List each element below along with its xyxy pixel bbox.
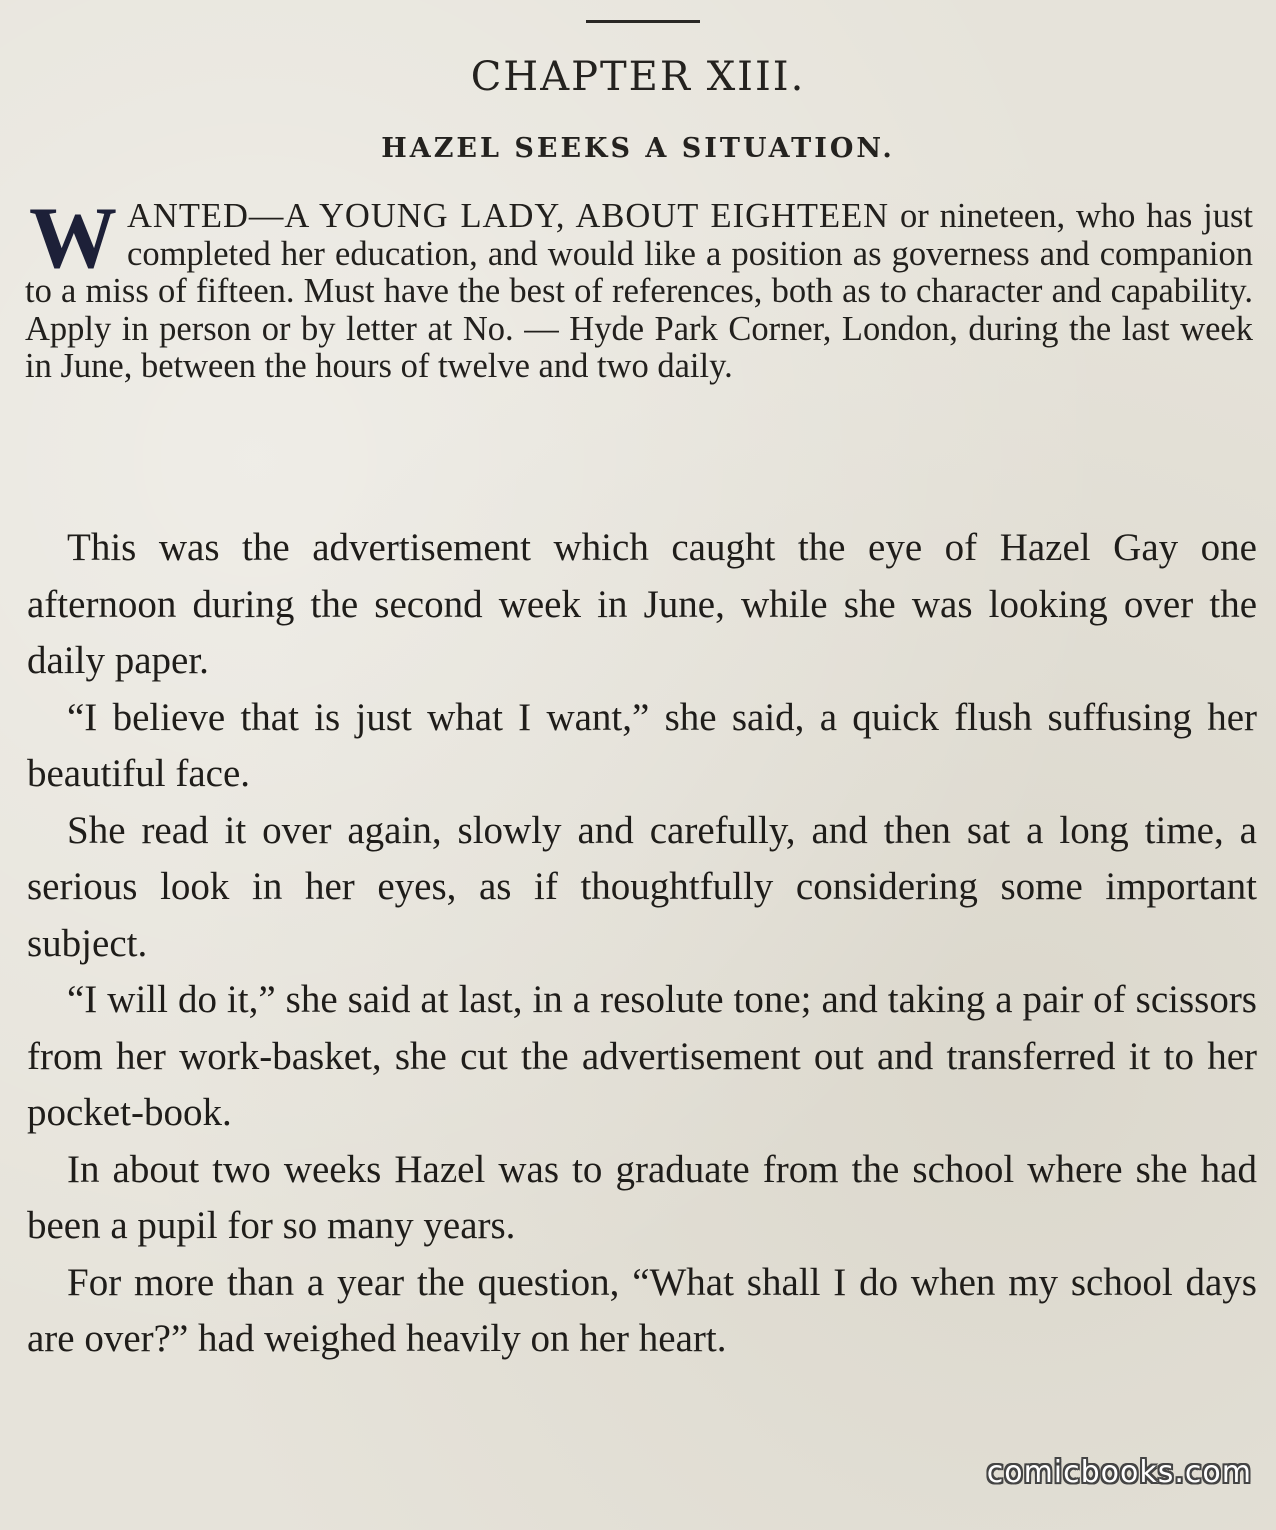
advertisement-text: or nineteen, who has just completed her education, and would like a position as governess and companion to a miss of fifteen. Must have the best of references, both as to character and capability. Apply in person or by letter at No. — Hyde Park Corner, London, during the last week in June, between the hours of twelve and two daily. [25,197,1253,385]
paragraph: “I believe that is just what I want,” she said, a quick flush suffusing her beautiful face. [27,695,1257,795]
advertisement-first-line: ANTED—A YOUNG LADY, ABOUT EIGHTEEN [127,197,890,235]
paragraph: In about two weeks Hazel was to graduate from the school where she had been a pupil for so many years. [27,1147,1257,1247]
watermark: comicbooks.com [986,1455,1252,1490]
paragraph: For more than a year the question, “What shall I do when my school days are over?” had weighed heavily on her heart. [27,1260,1257,1360]
drop-cap: W [29,190,117,287]
top-rule [586,20,700,23]
chapter-title: CHAPTER XIII. [470,54,806,100]
story-body [27,520,1257,1368]
paragraph: “I will do it,” she said at last, in a resolute tone; and taking a pair of scissors from her work-basket, she cut the advertisement out and transferred it to her pocket-book. [27,978,1257,1134]
advertisement [25,190,1253,386]
paragraph: This was the advertisement which caught the eye of Hazel Gay one afternoon during the second week in June, while she was looking over the daily paper. [27,526,1257,682]
paragraph: She read it over again, slowly and carefully, and then sat a long time, a serious look in her eyes, as if thoughtfully considering some important subject. [27,808,1257,965]
chapter-subtitle: HAZEL SEEKS A SITUATION. [381,133,895,164]
